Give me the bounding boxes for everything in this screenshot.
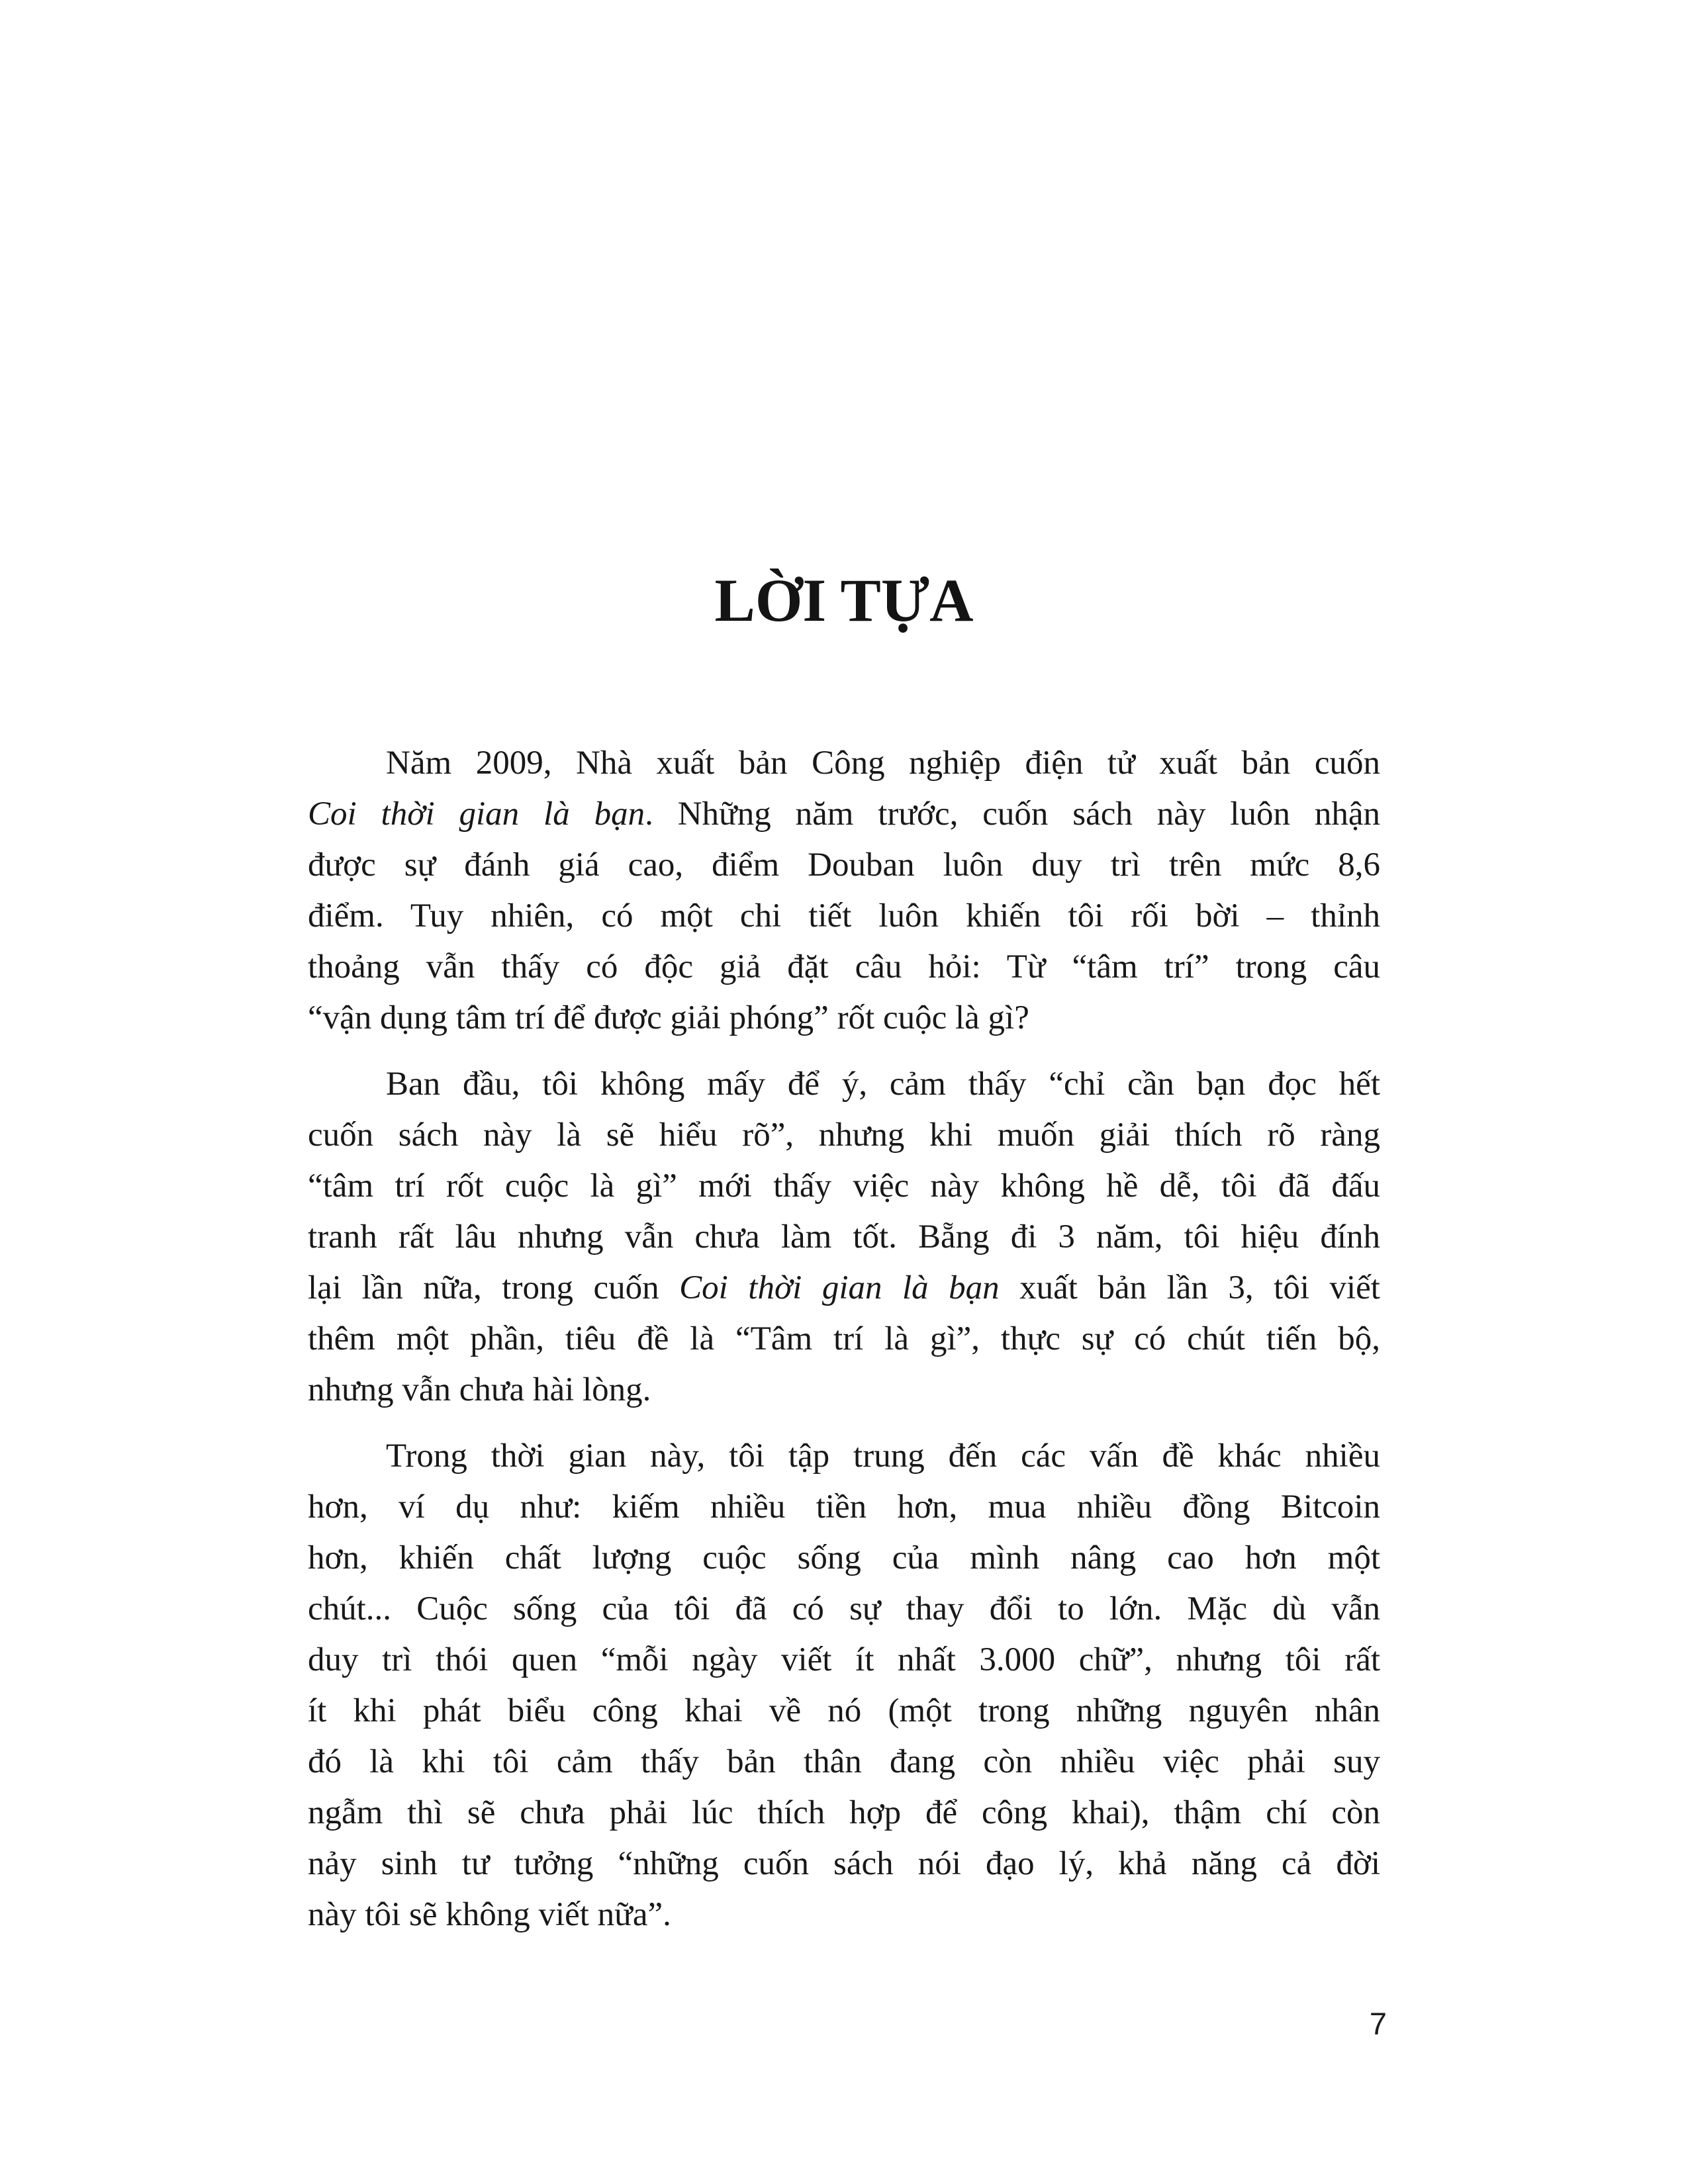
paragraph bbox=[308, 1059, 1380, 1416]
text-line bbox=[308, 1314, 1380, 1365]
text-segment: nảy sinh tư tưởng “những cuốn sách nói đạo lý, khả năng cả đời bbox=[308, 1845, 1380, 1882]
text-line bbox=[308, 738, 1380, 789]
text-line bbox=[308, 993, 1380, 1044]
text-segment: “vận dụng tâm trí để được giải phóng” rốt cuộc là gì? bbox=[308, 999, 1029, 1036]
text-segment: Năm 2009, Nhà xuất bản Công nghiệp điện tử xuất bản cuốn bbox=[386, 745, 1380, 782]
book-title-italic: Coi thời gian là bạn bbox=[308, 796, 645, 833]
text-line bbox=[308, 1059, 1380, 1110]
text-segment: xuất bản lần 3, tôi viết bbox=[999, 1269, 1380, 1306]
text-segment: ít khi phát biểu công khai về nó (một trong những nguyên nhân bbox=[308, 1692, 1380, 1729]
paragraph bbox=[308, 738, 1380, 1044]
text-line bbox=[308, 1431, 1380, 1482]
text-line bbox=[308, 1839, 1380, 1889]
text-line bbox=[308, 1365, 1380, 1416]
text-segment: chút... Cuộc sống của tôi đã có sự thay đổi to lớn. Mặc dù vẫn bbox=[308, 1590, 1380, 1627]
text-line bbox=[308, 942, 1380, 993]
text-segment: cuốn sách này là sẽ hiểu rõ”, nhưng khi muốn giải thích rõ ràng bbox=[308, 1116, 1380, 1154]
text-segment: duy trì thói quen “mỗi ngày viết ít nhất 3.000 chữ”, nhưng tôi rất bbox=[308, 1641, 1380, 1678]
text-line bbox=[308, 1161, 1380, 1212]
paragraph bbox=[308, 1431, 1380, 1940]
text-segment: nhưng vẫn chưa hài lòng. bbox=[308, 1371, 651, 1408]
text-line bbox=[308, 1482, 1380, 1533]
text-segment: hơn, ví dụ như: kiếm nhiều tiền hơn, mua nhiều đồng Bitcoin bbox=[308, 1488, 1380, 1525]
text-segment: này tôi sẽ không viết nữa”. bbox=[308, 1896, 671, 1933]
text-segment: . Những năm trước, cuốn sách này luôn nhận bbox=[645, 796, 1380, 833]
text-line bbox=[308, 789, 1380, 840]
text-segment: hơn, khiến chất lượng cuộc sống của mình nâng cao hơn một bbox=[308, 1539, 1380, 1576]
text-segment: điểm. Tuy nhiên, có một chi tiết luôn khiến tôi rối bời – thỉnh bbox=[308, 897, 1380, 934]
text-segment: Trong thời gian này, tôi tập trung đến các vấn đề khác nhiều bbox=[386, 1437, 1380, 1475]
text-segment: thêm một phần, tiêu đề là “Tâm trí là gì”, thực sự có chút tiến bộ, bbox=[308, 1320, 1380, 1357]
text-line bbox=[308, 1533, 1380, 1584]
text-line bbox=[308, 1263, 1380, 1314]
body-text bbox=[308, 738, 1380, 1940]
text-segment: “tâm trí rốt cuộc là gì” mới thấy việc này không hề dễ, tôi đã đấu bbox=[308, 1167, 1380, 1205]
text-line bbox=[308, 1737, 1380, 1788]
text-line bbox=[308, 1110, 1380, 1161]
text-segment: đó là khi tôi cảm thấy bản thân đang còn nhiều việc phải suy bbox=[308, 1743, 1380, 1780]
text-line bbox=[308, 1584, 1380, 1635]
book-title-italic: Coi thời gian là bạn bbox=[679, 1269, 1000, 1306]
text-line bbox=[308, 1788, 1380, 1839]
text-segment: ngẫm thì sẽ chưa phải lúc thích hợp để công khai), thậm chí còn bbox=[308, 1794, 1380, 1831]
page-number: 7 bbox=[1369, 2006, 1387, 2041]
text-segment: thoảng vẫn thấy có độc giả đặt câu hỏi: Từ “tâm trí” trong câu bbox=[308, 948, 1380, 985]
text-segment: tranh rất lâu nhưng vẫn chưa làm tốt. Bẵng đi 3 năm, tôi hiệu đính bbox=[308, 1218, 1380, 1255]
text-line bbox=[308, 840, 1380, 891]
text-line bbox=[308, 891, 1380, 942]
text-segment: Ban đầu, tôi không mấy để ý, cảm thấy “chỉ cần bạn đọc hết bbox=[386, 1066, 1380, 1103]
text-line bbox=[308, 1889, 1380, 1940]
text-line bbox=[308, 1635, 1380, 1686]
text-line bbox=[308, 1212, 1380, 1263]
text-segment: được sự đánh giá cao, điểm Douban luôn duy trì trên mức 8,6 bbox=[308, 846, 1380, 884]
text-segment: lại lần nữa, trong cuốn bbox=[308, 1269, 680, 1306]
text-line bbox=[308, 1686, 1380, 1737]
page-title: LỜI TỰA bbox=[714, 567, 974, 634]
